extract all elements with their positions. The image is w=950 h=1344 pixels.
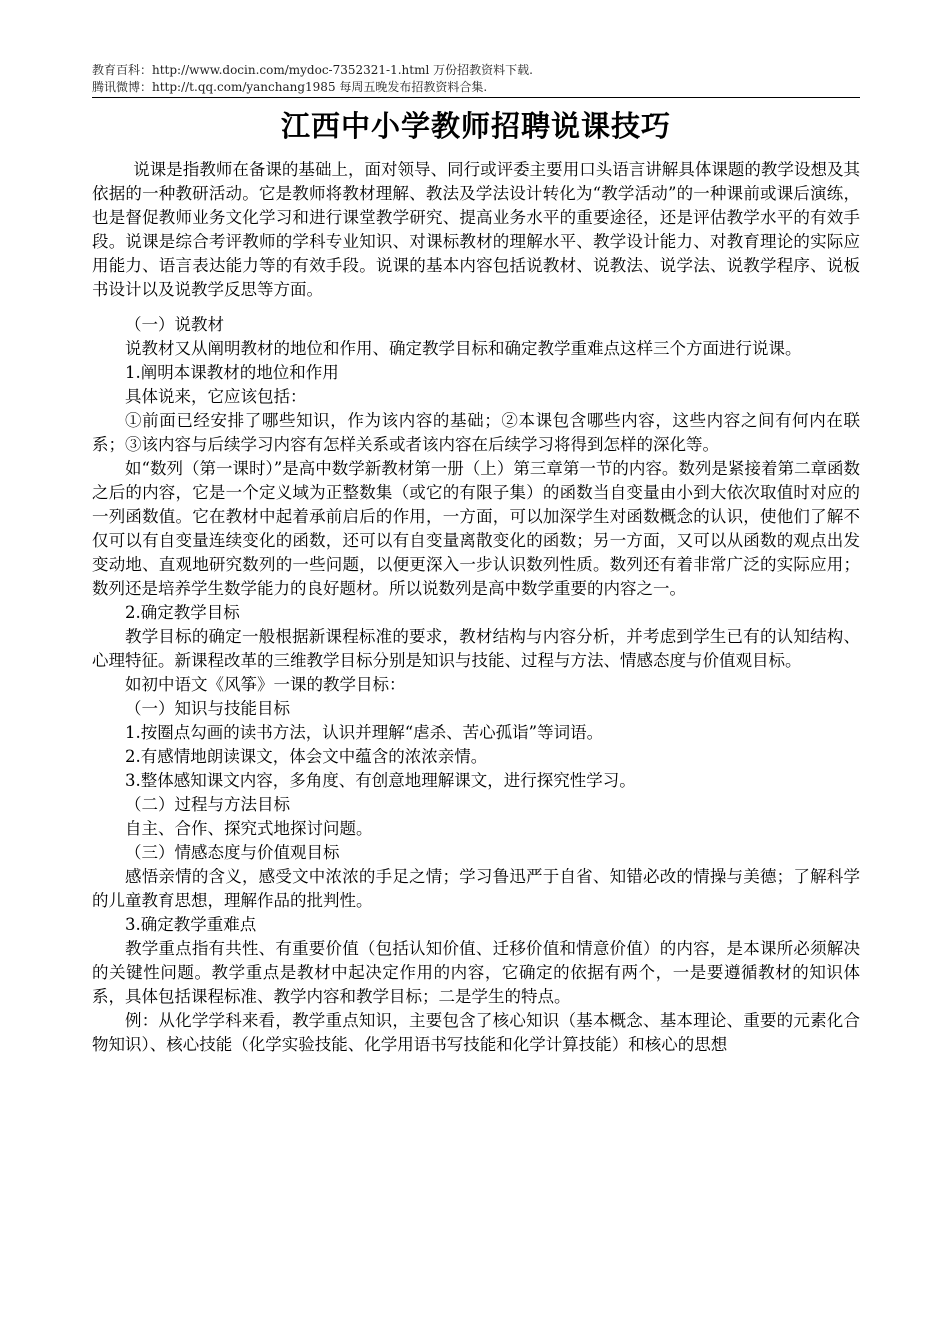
section-heading: （一）说教材	[125, 315, 224, 334]
paragraph: 如初中语文《风筝》一课的教学目标：	[125, 675, 406, 694]
paragraph: 自主、合作、探究式地探讨问题。	[125, 819, 373, 838]
subheading: （二）过程与方法目标	[125, 795, 290, 814]
subheading: （一）知识与技能目标	[125, 699, 290, 718]
list-item: 2.有感情地朗读课文，体会文中蕴含的浓浓亲情。	[125, 747, 488, 766]
header-line-2: 腾讯微博：http://t.qq.com/yanchang1985 每周五晚发布招教资料合集.	[92, 80, 488, 94]
paragraph: 说教材又从阐明教材的地位和作用、确定教学目标和确定教学重难点这样三个方面进行说课。	[125, 339, 802, 358]
paragraph: 感悟亲情的含义，感受文中浓浓的手足之情；学习鲁迅严于自省、知错必改的情操与美德；了解科学的儿童教育思想，理解作品的批判性。	[92, 867, 860, 910]
subheading: 1.阐明本课教材的地位和作用	[125, 363, 339, 382]
paragraph: 教学重点指有共性、有重要价值（包括认知价值、迁移价值和情意价值）的内容，是本课所必须解决的关键性问题。教学重点是教材中起决定作用的内容，它确定的依据有两个，一是要遵循教材的知识体系，具体包括课程标准、教学内容和教学目标；二是学生的特点。	[92, 939, 860, 1006]
list-item: 3.整体感知课文内容，多角度、有创意地理解课文，进行探究性学习。	[125, 771, 636, 790]
document-page	[92, 62, 860, 1057]
document-title: 江西中小学教师招聘说课技巧	[280, 109, 671, 143]
list-item: 1.按圈点勾画的读书方法，认识并理解“虐杀、苦心孤诣”等词语。	[125, 723, 604, 742]
subheading: 2.确定教学目标	[125, 603, 240, 622]
document-body	[92, 158, 860, 1057]
header-divider	[92, 97, 860, 98]
subheading: （三）情感态度与价值观目标	[125, 843, 340, 862]
paragraph: 例：从化学学科来看，教学重点知识，主要包含了核心知识（基本概念、基本理论、重要的元素化合物知识）、核心技能（化学实验技能、化学用语书写技能和化学计算技能）和核心的思想	[92, 1011, 860, 1054]
header-line-1: 教育百科：http://www.docin.com/mydoc-7352321-1.html 万份招教资料下载.	[92, 63, 533, 77]
subheading: 3.确定教学重难点	[125, 915, 257, 934]
paragraph-intro: 说课是指教师在备课的基础上，面对领导、同行或评委主要用口头语言讲解具体课题的教学设想及其依据的一种教研活动。它是教师将教材理解、教法及学法设计转化为“教学活动”的一种课前或课后演练，也是督促教师业务文化学习和进行课堂教学研究、提高业务水平的重要途径，还是评估教学水平的有效手段。说课是综合考评教师的学科专业知识、对课标教材的理解水平、教学设计能力、对教育理论的实际应用能力、语言表达能力等的有效手段。说课的基本内容包括说教材、说教法、说学法、说教学程序、说板书设计以及说教学反思等方面。	[92, 160, 860, 299]
paragraph: 如“数列（第一课时）”是高中数学新教材第一册（上）第三章第一节的内容。数列是紧接着第二章函数之后的内容，它是一个定义域为正整数集（或它的有限子集）的函数当自变量由小到大依次取值时对应的一列函数值。它在教材中起着承前启后的作用，一方面，可以加深学生对函数概念的认识，使他们了解不仅可以有自变量连续变化的函数，还可以有自变量离散变化的函数；另一方面，又可以从函数的观点出发变动地、直观地研究数列的一些问题，以便更深入一步认识数列性质。数列还有着非常广泛的实际应用；数列还是培养学生数学能力的良好题材。所以说数列是高中数学重要的内容之一。	[92, 459, 860, 598]
paragraph: 具体说来，它应该包括：	[125, 387, 307, 406]
paragraph: ①前面已经安排了哪些知识，作为该内容的基础；②本课包含哪些内容，这些内容之间有何内在联系；③该内容与后续学习内容有怎样关系或者该内容在后续学习将得到怎样的深化等。	[92, 411, 860, 454]
paragraph: 教学目标的确定一般根据新课程标准的要求，教材结构与内容分析，并考虑到学生已有的认知结构、心理特征。新课程改革的三维教学目标分别是知识与技能、过程与方法、情感态度与价值观目标。	[92, 627, 860, 670]
page-header	[92, 62, 860, 96]
